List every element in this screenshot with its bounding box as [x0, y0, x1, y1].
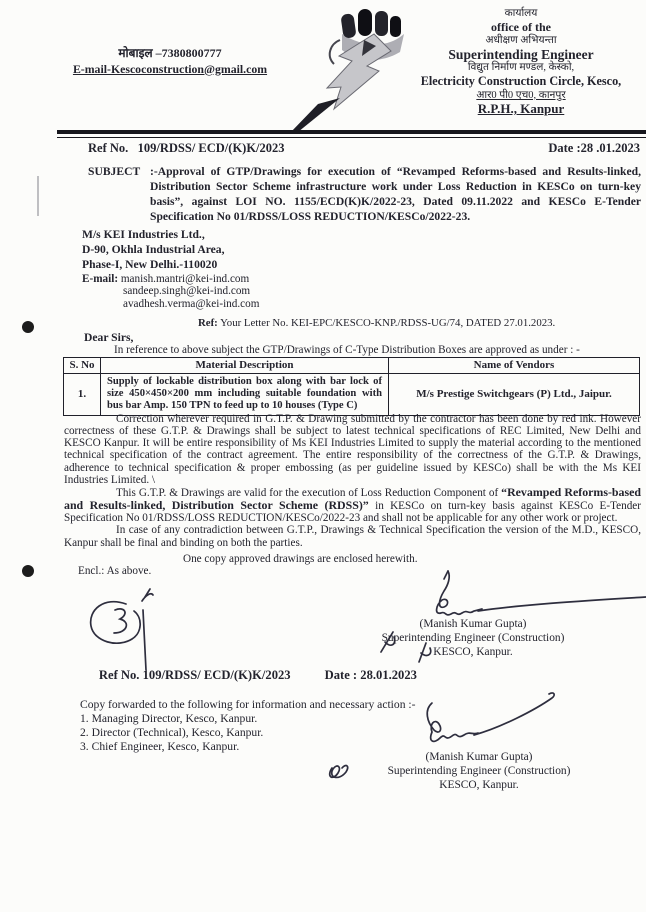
- office-address-hindi: आर0 पी0 एच0, कानपुर: [476, 89, 566, 101]
- your-ref-text: Your Letter No. KEI-EPC/KESCO-KNP./RDSS-UG/74, DATED 27.01.2023.: [220, 317, 556, 329]
- signatory-title: Superintending Engineer (Construction): [381, 632, 565, 645]
- copy-forwarded-item: 2. Director (Technical), Kesco, Kanpur.: [80, 726, 264, 739]
- subject-block: [88, 164, 641, 224]
- signatory-block: [364, 750, 594, 793]
- table-header-row: [64, 358, 640, 374]
- addressee-line: D-90, Okhla Industrial Area,: [82, 243, 225, 257]
- paragraph-validity-post: in KESCo on turn-key basis against KESCo E-Tender Specification No 01/RDSS/LOSS REDUCTION/KESCo/2022-23 and shall not be applicable for any other work or project.: [64, 500, 641, 525]
- intro-line: In reference to above subject the GTP/Drawings of C-Type Distribution Boxes are approved as under : -: [114, 344, 580, 356]
- letter-body: [64, 413, 641, 577]
- cell-sno: 1.: [64, 374, 101, 416]
- addressee-email: manish.mantri@kei-ind.com: [120, 272, 250, 285]
- signatory-name: (Manish Kumar Gupta): [425, 751, 533, 763]
- office-block: [396, 7, 646, 116]
- copy-forwarded-item: 1. Managing Director, Kesco, Kanpur.: [80, 712, 258, 725]
- cell-description: Supply of lockable distribution box along with bar lock of size 450×450×200 mm including suitable foundation with bus bar Amp. 150 TPN to feed up to 10 houses (Type C): [101, 374, 389, 416]
- paragraph-validity-pre: This G.T.P. & Drawings are valid for the execution of Loss Reduction Component of: [116, 486, 502, 499]
- addressee-email: sandeep.singh@kei-ind.com: [123, 285, 251, 298]
- addressee-line: M/s KEI Industries Ltd.,: [82, 228, 205, 241]
- forward-ref-row: [80, 654, 417, 696]
- your-ref-label: Ref:: [198, 317, 218, 329]
- copy-forwarded-item: 3. Chief Engineer, Kesco, Kanpur.: [80, 740, 240, 753]
- forwarding-block: [80, 654, 417, 754]
- copy-forwarded-intro: Copy forwarded to the following for information and necessary action :-: [80, 698, 416, 711]
- paragraph-correction: Correction wherever required in G.T.P. & Drawing submitted by the contractor has been done by red ink. However correctness of these G.T.P. & Drawings shall be subject to latest technical specifications of REC Limited, New Delhi and KESCO Kanpur. It will be entire responsibility of Ms KEI Industries Limited to supply the material according to the mentioned technical specification of the contract agreement. The entire responsibility of the correctness of the G.T.P. & Drawings, adherence to technical specification & proper embossing (as per guideline issued by KESCo) shall be with the Ms KEI Industries Limited. \: [64, 413, 641, 486]
- ref-date-row: [88, 141, 640, 156]
- scan-artifact-line: [37, 176, 39, 216]
- forward-date: Date : 28.01.2023: [324, 668, 417, 682]
- letterhead-email: E-mail-Kescoconstruction@gmail.com: [72, 61, 268, 76]
- designation-hindi: अधीक्षण अभियन्ता: [485, 35, 557, 47]
- subject-label: SUBJECT: [88, 165, 141, 178]
- punch-hole-dot: [22, 565, 34, 577]
- col-header-material: Material Description: [101, 358, 389, 374]
- division-english: Electricity Construction Circle, Kesco,: [420, 73, 622, 88]
- mobile-number: मोबाइल –7380800777: [118, 46, 222, 60]
- enclosure-note: One copy approved drawings are enclosed herewith.: [183, 552, 418, 565]
- addressee-line: Phase-I, New Delhi.-110020: [82, 258, 218, 272]
- addressee-email-row: [82, 273, 259, 286]
- paragraph-validity: [64, 486, 641, 524]
- col-header-sno: S. No: [64, 358, 101, 374]
- contact-block: [58, 46, 282, 77]
- subject-text: :-Approval of GTP/Drawings for execution of “Revamped Reforms-based and Results-linked, Distribution Sector Scheme infrastructure work under Loss Reduction in KESCo on turn-key basis”, against LOI NO. 1155/ECD(K)K/2022-23, Dated 09.11.2022 and KESCo E-Tender Specification No 01/RDSS/LOSS REDUCTION/KESCo/2022-23.: [150, 165, 641, 224]
- addressee-block: [82, 227, 259, 311]
- paragraph-contradiction: In case of any contradiction between G.T.P., Drawings & Technical Specification the version of the M.D., KESCO, Kanpur shall be final and binding on both the parties.: [64, 524, 641, 549]
- signatory-org: KESCO, Kanpur.: [439, 779, 519, 792]
- punch-hole-dot: [22, 321, 34, 333]
- your-ref-line: [198, 317, 555, 329]
- approval-table: [63, 357, 640, 416]
- office-label-hindi: कार्यालय: [504, 8, 538, 19]
- encl-line: Encl.: As above.: [78, 564, 152, 577]
- forward-ref-number: Ref No. 109/RDSS/ ECD/(K)K/2023: [98, 668, 291, 682]
- letter-date: Date :28 .01.2023: [548, 141, 640, 155]
- ref-number: Ref No. 109/RDSS/ ECD/(K)K/2023: [88, 141, 285, 155]
- addressee-email: avadhesh.verma@kei-ind.com: [123, 298, 260, 311]
- signatory-name: (Manish Kumar Gupta): [419, 618, 527, 630]
- header-rule: [57, 130, 646, 138]
- cell-vendor: M/s Prestige Switchgears (P) Ltd., Jaipur.: [389, 374, 640, 416]
- division-hindi: विद्युत निर्माण मण्डल, केस्को,: [467, 62, 575, 74]
- salutation: Dear Sirs,: [84, 331, 134, 344]
- office-label-english: office of the: [491, 19, 551, 34]
- paragraph-validity-bold: “Revamped Reforms-based and Results-linked, Distribution Sector Scheme (RDSS)”: [64, 484, 641, 513]
- signatory-org: KESCO, Kanpur.: [433, 646, 513, 659]
- designation-english: Superintending Engineer: [448, 46, 594, 62]
- signatory-title: Superintending Engineer (Construction): [387, 765, 571, 778]
- col-header-vendor: Name of Vendors: [389, 358, 640, 374]
- office-address-english: R.P.H., Kanpur: [477, 101, 565, 117]
- email-label: E-mail:: [82, 272, 119, 285]
- table-row: [64, 374, 640, 416]
